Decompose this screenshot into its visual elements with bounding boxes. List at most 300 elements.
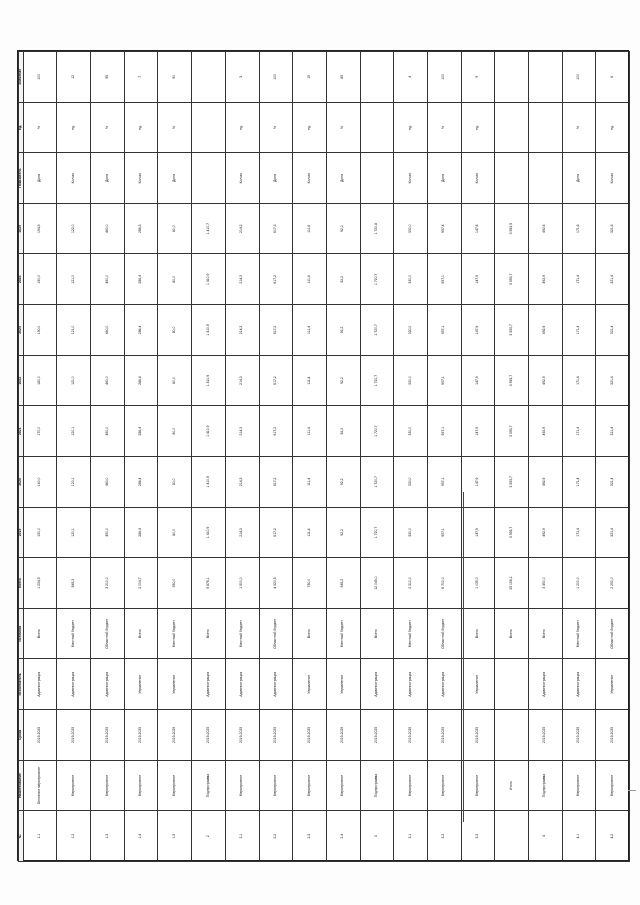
table-row: [360, 52, 394, 862]
table-cell: 80,0: [158, 203, 192, 254]
table-cell: 171,4: [562, 355, 596, 406]
table-cell: 2019-2025: [326, 710, 360, 761]
table-cell: 111,4: [293, 457, 327, 508]
table-cell: 2019-2025: [360, 710, 394, 761]
table-cell: 111,4: [293, 406, 327, 457]
table-cell: 321,4: [596, 254, 630, 305]
table-cell: 171,4: [562, 457, 596, 508]
table-cell: 171,4: [562, 254, 596, 305]
table-cell: 460,0: [91, 203, 125, 254]
table-cell: 617,2: [259, 305, 293, 356]
table-cell: Местный бюджет: [158, 608, 192, 659]
table-cell: %: [91, 102, 125, 153]
table-cell: 1 234,5: [23, 558, 57, 609]
table-cell: 3.1: [394, 811, 428, 862]
table-cell: 617,2: [259, 507, 293, 558]
table-cell: 180,0: [23, 355, 57, 406]
table-cell: [495, 811, 529, 862]
table-cell: Доля: [427, 153, 461, 204]
table-cell: 111,6: [293, 203, 327, 254]
table-cell: 1 720,7: [360, 406, 394, 457]
table-cell: 286,4: [124, 457, 158, 508]
table-cell: 9: [461, 52, 495, 103]
table-cell: Мероприятие: [596, 760, 630, 811]
table-cell: ед.: [293, 102, 327, 153]
table-cell: ед.: [461, 102, 495, 153]
table-cell: Администрация: [225, 659, 259, 710]
table-cell: 460,0: [91, 406, 125, 457]
table-cell: 80,0: [158, 457, 192, 508]
table-cell: 147,9: [461, 457, 495, 508]
table-cell: Мероприятие: [461, 760, 495, 811]
table-cell: Местный бюджет: [326, 608, 360, 659]
table-cell: 286,3: [124, 203, 158, 254]
table-row: [596, 52, 630, 862]
table-cell: 2019-2025: [394, 710, 428, 761]
table-cell: Мероприятие: [562, 760, 596, 811]
table-cell: 12 045,0: [360, 558, 394, 609]
table-cell: Мероприятие: [225, 760, 259, 811]
table-cell: 1 500,0: [225, 558, 259, 609]
table-cell: 2019-2025: [427, 710, 461, 761]
table-cell: 2019-2025: [23, 710, 57, 761]
table-cell: 2019-2025: [293, 710, 327, 761]
table-cell: ед.: [57, 102, 91, 153]
column-header: Всего: [19, 558, 24, 609]
table-cell: Всего: [23, 608, 57, 659]
column-header: 2021: [19, 406, 24, 457]
table-cell: 2019-2025: [562, 710, 596, 761]
table-cell: %: [259, 102, 293, 153]
table-cell: 957,1: [427, 355, 461, 406]
table-cell: 147,6: [461, 203, 495, 254]
table-cell: 957,1: [427, 254, 461, 305]
table-row: [528, 52, 562, 862]
table-cell: 3 593,7: [495, 406, 529, 457]
table-cell: 321,6: [596, 203, 630, 254]
table-cell: 85: [326, 52, 360, 103]
table-cell: 1 720,8: [360, 203, 394, 254]
table-cell: 214,3: [225, 305, 259, 356]
table-cell: Доля: [326, 153, 360, 204]
table-cell: 780,0: [293, 558, 327, 609]
table-cell: 492,9: [528, 355, 562, 406]
table-cell: Управление: [461, 659, 495, 710]
column-header: Значение: [19, 52, 24, 103]
table-cell: [192, 52, 226, 103]
table-cell: %: [23, 102, 57, 153]
table-cell: 214,3: [225, 507, 259, 558]
table-cell: [495, 153, 529, 204]
table-row: [158, 52, 192, 862]
table-cell: 492,9: [528, 406, 562, 457]
table-cell: 1 410,9: [192, 254, 226, 305]
table-cell: 2019-2025: [192, 710, 226, 761]
table-cell: 147,9: [461, 305, 495, 356]
table-cell: 95: [91, 52, 125, 103]
table-cell: Администрация: [192, 659, 226, 710]
table-cell: 957,1: [427, 507, 461, 558]
table-row: [562, 52, 596, 862]
table-cell: 171,4: [562, 507, 596, 558]
table-cell: 460,0: [91, 305, 125, 356]
table-cell: 3.3: [461, 811, 495, 862]
table-cell: 2019-2025: [528, 710, 562, 761]
table-cell: 2019-2025: [91, 710, 125, 761]
table-cell: 214,3: [225, 457, 259, 508]
table-body: [23, 52, 629, 862]
table-cell: Областной бюджет: [259, 608, 293, 659]
table-cell: 120,1: [57, 406, 91, 457]
table-cell: Итого: [495, 760, 529, 811]
table-cell: 3 593,7: [495, 254, 529, 305]
table-cell: 2019-2025: [461, 710, 495, 761]
table-cell: 492,9: [528, 507, 562, 558]
table-cell: 321,4: [596, 406, 630, 457]
table-cell: 330,0: [394, 254, 428, 305]
table-row: [57, 52, 91, 862]
table-cell: 2.3: [293, 811, 327, 862]
table-cell: %: [326, 102, 360, 153]
table-cell: Областной бюджет: [91, 608, 125, 659]
table-cell: Доля: [23, 153, 57, 204]
table-cell: 120,1: [57, 507, 91, 558]
table-cell: 2019-2025: [225, 710, 259, 761]
table-cell: 1.1: [23, 811, 57, 862]
table-cell: Администрация: [259, 659, 293, 710]
table-cell: 3 593,7: [495, 457, 529, 508]
table-cell: 80,0: [158, 406, 192, 457]
table-cell: Администрация: [57, 659, 91, 710]
table-cell: 450,0: [91, 507, 125, 558]
table-cell: 100: [23, 52, 57, 103]
table-cell: 4.1: [562, 811, 596, 862]
table-cell: Доля: [259, 153, 293, 204]
table-cell: Администрация: [23, 659, 57, 710]
table-cell: 2 250,0: [596, 558, 630, 609]
table-cell: 160,0: [23, 457, 57, 508]
table-cell: Всего: [461, 608, 495, 659]
table-cell: Мероприятие: [326, 760, 360, 811]
table-cell: 617,2: [259, 254, 293, 305]
table-cell: 1.5: [158, 811, 192, 862]
table-cell: 460,0: [91, 254, 125, 305]
data-table: [18, 51, 630, 862]
table-row: [91, 52, 125, 862]
column-header: 2022: [19, 355, 24, 406]
table-cell: 7: [124, 52, 158, 103]
table-cell: Местный бюджет: [225, 608, 259, 659]
table-cell: 4 320,5: [259, 558, 293, 609]
table-cell: Мероприятие: [259, 760, 293, 811]
table-cell: 111,4: [293, 355, 327, 406]
table-cell: 92,2: [326, 406, 360, 457]
table-cell: 4.2: [596, 811, 630, 862]
table-cell: Администрация: [394, 659, 428, 710]
table-cell: Кол-во: [124, 153, 158, 204]
table-cell: 2019-2025: [124, 710, 158, 761]
table-cell: 111,4: [293, 254, 327, 305]
table-cell: 111,4: [293, 507, 327, 558]
table-cell: Областной бюджет: [427, 608, 461, 659]
table-cell: 617,3: [259, 203, 293, 254]
table-cell: Доля: [562, 153, 596, 204]
table-cell: Всего: [124, 608, 158, 659]
column-header: 2020: [19, 457, 24, 508]
footnote-divider: [463, 492, 467, 822]
table-cell: Администрация: [91, 659, 125, 710]
table-cell: Всего: [192, 608, 226, 659]
table-row: [259, 52, 293, 862]
table-cell: 2.4: [326, 811, 360, 862]
table-cell: Кол-во: [596, 153, 630, 204]
table-cell: Основное мероприятие: [23, 760, 57, 811]
table-cell: 6 700,0: [427, 558, 461, 609]
table-cell: 190,0: [23, 254, 57, 305]
table-cell: 957,4: [427, 203, 461, 254]
table-cell: 286,4: [124, 254, 158, 305]
table-cell: 617,2: [259, 406, 293, 457]
table-cell: [495, 102, 529, 153]
table-cell: 92,2: [326, 254, 360, 305]
table-cell: 330,0: [394, 355, 428, 406]
table-cell: Управление: [293, 659, 327, 710]
table-cell: 321,4: [596, 507, 630, 558]
table-cell: Подпрограмма: [192, 760, 226, 811]
table-cell: Мероприятие: [158, 760, 192, 811]
table-cell: 2.1: [225, 811, 259, 862]
table-cell: 80,0: [158, 254, 192, 305]
column-header: Показатель: [19, 153, 24, 204]
table-cell: 100: [427, 52, 461, 103]
table-cell: 330,0: [394, 203, 428, 254]
table-cell: Мероприятие: [394, 760, 428, 811]
table-cell: 321,4: [596, 457, 630, 508]
table-cell: Мероприятие: [57, 760, 91, 811]
rotated-table-container: [18, 51, 630, 862]
table-cell: Администрация: [427, 659, 461, 710]
table-cell: Мероприятие: [124, 760, 158, 811]
table-cell: Доля: [91, 153, 125, 204]
table-cell: 3: [225, 52, 259, 103]
column-header: Источник: [19, 608, 24, 659]
table-cell: Областной бюджет: [596, 608, 630, 659]
table-cell: Администрация: [562, 659, 596, 710]
table-cell: Местный бюджет: [394, 608, 428, 659]
table-row: [192, 52, 226, 862]
table-cell: Всего: [360, 608, 394, 659]
table-cell: Мероприятие: [91, 760, 125, 811]
table-cell: 12: [57, 52, 91, 103]
table-cell: Администрация: [360, 659, 394, 710]
table-cell: 460,0: [91, 457, 125, 508]
column-header: Наименование: [19, 760, 24, 811]
table-cell: 1 720,7: [360, 457, 394, 508]
table-cell: 1.2: [57, 811, 91, 862]
table-cell: 92,2: [326, 355, 360, 406]
table-cell: 121,0: [57, 254, 91, 305]
table-cell: Управление: [124, 659, 158, 710]
table-cell: ед.: [394, 102, 428, 153]
table-cell: [495, 659, 529, 710]
table-row: [326, 52, 360, 862]
table-cell: 100: [562, 52, 596, 103]
table-cell: 1 720,7: [360, 254, 394, 305]
table-cell: Местный бюджет: [57, 608, 91, 659]
table-cell: 150,0: [23, 507, 57, 558]
table-cell: 147,9: [461, 355, 495, 406]
table-cell: [360, 153, 394, 204]
table-cell: 2 310,0: [394, 558, 428, 609]
table-cell: 286,4: [124, 355, 158, 406]
table-cell: 957,1: [427, 305, 461, 356]
table-cell: 147,9: [461, 507, 495, 558]
table-cell: 286,4: [124, 406, 158, 457]
table-cell: 2019-2025: [57, 710, 91, 761]
table-cell: 3.2: [427, 811, 461, 862]
table-cell: 1 720,7: [360, 305, 394, 356]
table-cell: 3 593,7: [495, 355, 529, 406]
table-cell: 3 593,7: [495, 305, 529, 356]
table-cell: 92,2: [326, 305, 360, 356]
table-cell: 957,1: [427, 457, 461, 508]
table-cell: 1.3: [91, 811, 125, 862]
table-cell: 321,4: [596, 355, 630, 406]
table-cell: [360, 102, 394, 153]
table-cell: 214,3: [225, 355, 259, 406]
table-cell: Доля: [158, 153, 192, 204]
table-cell: 492,6: [528, 203, 562, 254]
table-cell: 1 720,7: [360, 507, 394, 558]
table-cell: 1.4: [124, 811, 158, 862]
table-cell: [360, 52, 394, 103]
table-cell: 122,0: [57, 203, 91, 254]
table-row: [124, 52, 158, 862]
table-cell: 121,0: [57, 305, 91, 356]
table-cell: 492,9: [528, 305, 562, 356]
table-cell: [528, 102, 562, 153]
table-cell: [192, 102, 226, 153]
table-cell: 170,0: [23, 406, 57, 457]
table-cell: %: [562, 102, 596, 153]
table-row: [394, 52, 428, 862]
table-cell: 80,0: [158, 305, 192, 356]
column-header: Сроки: [19, 710, 24, 761]
column-header: №: [19, 811, 24, 862]
table-cell: 617,2: [259, 355, 293, 406]
column-header: 2024: [19, 254, 24, 305]
table-row: [427, 52, 461, 862]
table-cell: Кол-во: [57, 153, 91, 204]
table-row: [23, 52, 57, 862]
table-cell: 330,0: [394, 507, 428, 558]
table-cell: 4: [528, 811, 562, 862]
table-cell: Управление: [596, 659, 630, 710]
table-cell: Подпрограмма: [528, 760, 562, 811]
table-cell: 9 876,1: [192, 558, 226, 609]
table-cell: 1 200,0: [562, 558, 596, 609]
table-cell: 2.2: [259, 811, 293, 862]
table-cell: 4: [394, 52, 428, 103]
table-cell: Администрация: [528, 659, 562, 710]
table-row: [495, 52, 529, 862]
table-cell: 492,9: [528, 254, 562, 305]
table-cell: 321,4: [596, 305, 630, 356]
table-cell: ед.: [596, 102, 630, 153]
table-cell: 617,2: [259, 457, 293, 508]
table-cell: 111,4: [293, 305, 327, 356]
table-cell: 1 410,7: [192, 203, 226, 254]
table-cell: 2019-2025: [259, 710, 293, 761]
table-cell: [528, 153, 562, 204]
table-cell: 1 410,9: [192, 406, 226, 457]
table-cell: ед.: [225, 102, 259, 153]
table-cell: %: [427, 102, 461, 153]
table-cell: 90: [158, 52, 192, 103]
column-header: 2023: [19, 305, 24, 356]
table-cell: Кол-во: [461, 153, 495, 204]
table-cell: [495, 710, 529, 761]
table-cell: 286,4: [124, 305, 158, 356]
table-cell: Всего: [293, 608, 327, 659]
table-cell: 15: [293, 52, 327, 103]
table-cell: 1 720,7: [360, 355, 394, 406]
table-cell: 3: [360, 811, 394, 862]
table-cell: Кол-во: [394, 153, 428, 204]
table-cell: 171,6: [562, 203, 596, 254]
table-cell: 190,0: [23, 305, 57, 356]
table-cell: 492,9: [528, 457, 562, 508]
table-cell: 330,0: [394, 305, 428, 356]
table-cell: Местный бюджет: [562, 608, 596, 659]
table-cell: Всего: [495, 608, 529, 659]
table-cell: 171,4: [562, 406, 596, 457]
column-header: Ед.: [19, 102, 24, 153]
table-cell: 214,3: [225, 406, 259, 457]
table-cell: 2019-2025: [158, 710, 192, 761]
table-cell: 1 410,9: [192, 507, 226, 558]
table-cell: 80,0: [158, 355, 192, 406]
table-cell: 25 156,1: [495, 558, 529, 609]
table-cell: 1 035,0: [461, 558, 495, 609]
table-cell: 100: [259, 52, 293, 103]
table-cell: 1 410,9: [192, 355, 226, 406]
table-row: [293, 52, 327, 862]
table-cell: 121,0: [57, 355, 91, 406]
table-cell: Кол-во: [225, 153, 259, 204]
table-cell: ед.: [124, 102, 158, 153]
table-cell: Кол-во: [293, 153, 327, 204]
table-cell: 645,2: [326, 558, 360, 609]
table-cell: Всего: [528, 608, 562, 659]
table-cell: 80,0: [158, 507, 192, 558]
table-row: [225, 52, 259, 862]
table-cell: [192, 153, 226, 204]
table-cell: 1 410,9: [192, 457, 226, 508]
table-cell: Подпрограмма: [360, 760, 394, 811]
table-cell: 3 210,0: [91, 558, 125, 609]
table-cell: 1 410,9: [192, 305, 226, 356]
table-cell: 3 593,7: [495, 507, 529, 558]
table-cell: 2: [192, 811, 226, 862]
table-cell: Управление: [158, 659, 192, 710]
table-cell: [495, 52, 529, 103]
table-sheet: [17, 50, 629, 861]
table-cell: 460,0: [91, 355, 125, 406]
table-cell: 2 004,7: [124, 558, 158, 609]
table-cell: 6: [596, 52, 630, 103]
table-cell: 171,4: [562, 305, 596, 356]
